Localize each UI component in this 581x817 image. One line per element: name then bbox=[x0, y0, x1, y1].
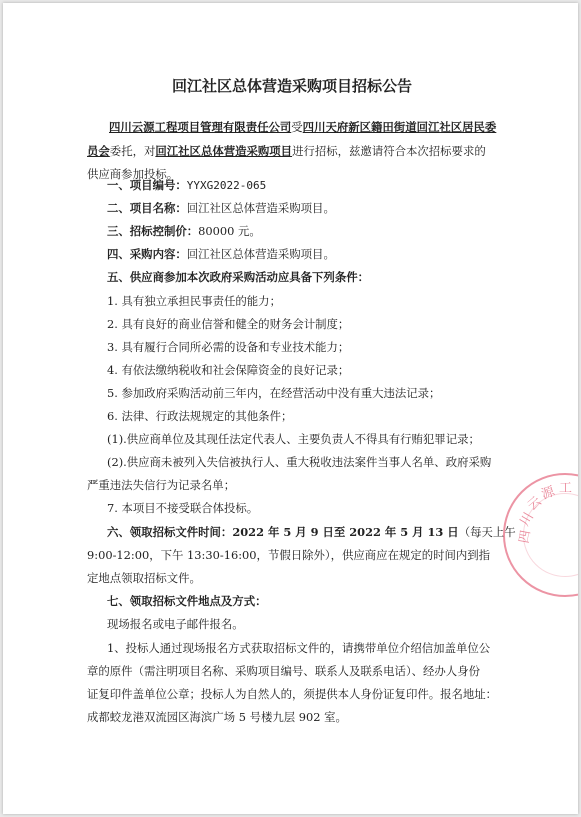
project-name-label: 二、项目名称： bbox=[107, 201, 187, 215]
condition-subitem: (2).供应商未被列入失信被执行人、重大税收违法案件当事人名单、政府采购 bbox=[107, 455, 492, 469]
condition-item: 1. 具有独立承担民事责任的能力； bbox=[107, 294, 281, 308]
item-project-number bbox=[87, 177, 527, 193]
item-project-name bbox=[87, 200, 527, 216]
condition-subitem-cont: 严重违法失信行为记录名单； bbox=[87, 478, 236, 492]
intro-paragraph bbox=[87, 116, 497, 187]
section7-method: 现场报名或电子邮件报名。 bbox=[107, 617, 244, 631]
project-number-value: YYXG2022-065 bbox=[186, 179, 267, 192]
condition-item: 4. 有依法缴纳税收和社会保障资金的良好记录； bbox=[107, 363, 350, 377]
requirements-title: 五、供应商参加本次政府采购活动应具备下列条件： bbox=[107, 270, 369, 284]
condition-item: 3. 具有履行合同所必需的设备和专业技术能力； bbox=[107, 340, 350, 354]
section7-para-line: 1、投标人通过现场报名方式获取招标文件的，请携带单位介绍信加盖单位公 bbox=[107, 641, 491, 655]
intro-text-3: 进行招标，兹邀请符合本次招标要求的供应商参加投标。 bbox=[87, 143, 486, 181]
agency-name: 四川云源工程项目管理有限责任公司 bbox=[109, 120, 292, 134]
condition-item: 7. 本项目不接受联合体投标。 bbox=[107, 501, 259, 515]
section6-label: 六、领取招标文件时间： bbox=[107, 525, 233, 539]
condition-item: 2. 具有良好的商业信誉和健全的财务会计制度； bbox=[107, 317, 350, 331]
intro-text-2: 委托，对 bbox=[109, 143, 156, 158]
company-seal bbox=[503, 473, 578, 597]
section7-para-line: 成都蛟龙港双流园区海滨广场 5 号楼九层 902 室。 bbox=[87, 710, 347, 724]
section6-line3: 定地点领取招标文件。 bbox=[87, 571, 201, 585]
project-number-label: 一、项目编号： bbox=[107, 178, 187, 192]
procurement-content-label: 四、采购内容： bbox=[107, 247, 187, 261]
condition-subitem: (1).供应商单位及其现任法定代表人、主要负责人不得具有行贿犯罪记录； bbox=[107, 432, 480, 446]
section6-line2: 9:00-12:00，下午 13:30-16:00，节假日除外），供应商应在规定的时间内到指 bbox=[87, 548, 491, 562]
section6-date: 2022 年 5 月 9 日至 2022 年 5 月 13 日 bbox=[232, 525, 459, 539]
client-name: 四川天府新区籍田街道回江社区居民委员会 bbox=[87, 120, 497, 158]
section7-label: 七、领取招标文件地点及方式： bbox=[107, 594, 267, 608]
intro-text-1: 受 bbox=[291, 120, 303, 134]
control-price-value: 80000 元。 bbox=[198, 224, 261, 238]
seal-text: 四 川 云 源 工 bbox=[516, 481, 573, 545]
condition-item: 6. 法律、行政法规规定的其他条件； bbox=[107, 409, 293, 423]
item-control-price bbox=[87, 223, 527, 239]
project-name-value: 回江社区总体营造采购项目。 bbox=[186, 201, 335, 215]
document-page bbox=[3, 3, 578, 814]
procurement-content-value: 回江社区总体营造采购项目。 bbox=[186, 247, 335, 261]
page-title: 回江社区总体营造采购项目招标公告 bbox=[171, 77, 412, 95]
section7-para-line: 证复印件盖单位公章；投标人为自然人的，须提供本人身份证复印件。报名地址： bbox=[87, 687, 498, 701]
control-price-label: 三、招标控制价： bbox=[107, 224, 199, 238]
project-name: 回江社区总体营造采购项目 bbox=[155, 143, 293, 158]
section6-line1 bbox=[87, 524, 527, 540]
section7-para-line: 章的原件（需注明项目名称、采购项目编号、联系人及联系电话）、经办人身份 bbox=[87, 664, 480, 678]
condition-item: 5. 参加政府采购活动前三年内，在经营活动中没有重大违法记录； bbox=[107, 386, 441, 400]
item-procurement-content bbox=[87, 246, 527, 262]
section6-tail: （每天上午 bbox=[458, 525, 516, 539]
